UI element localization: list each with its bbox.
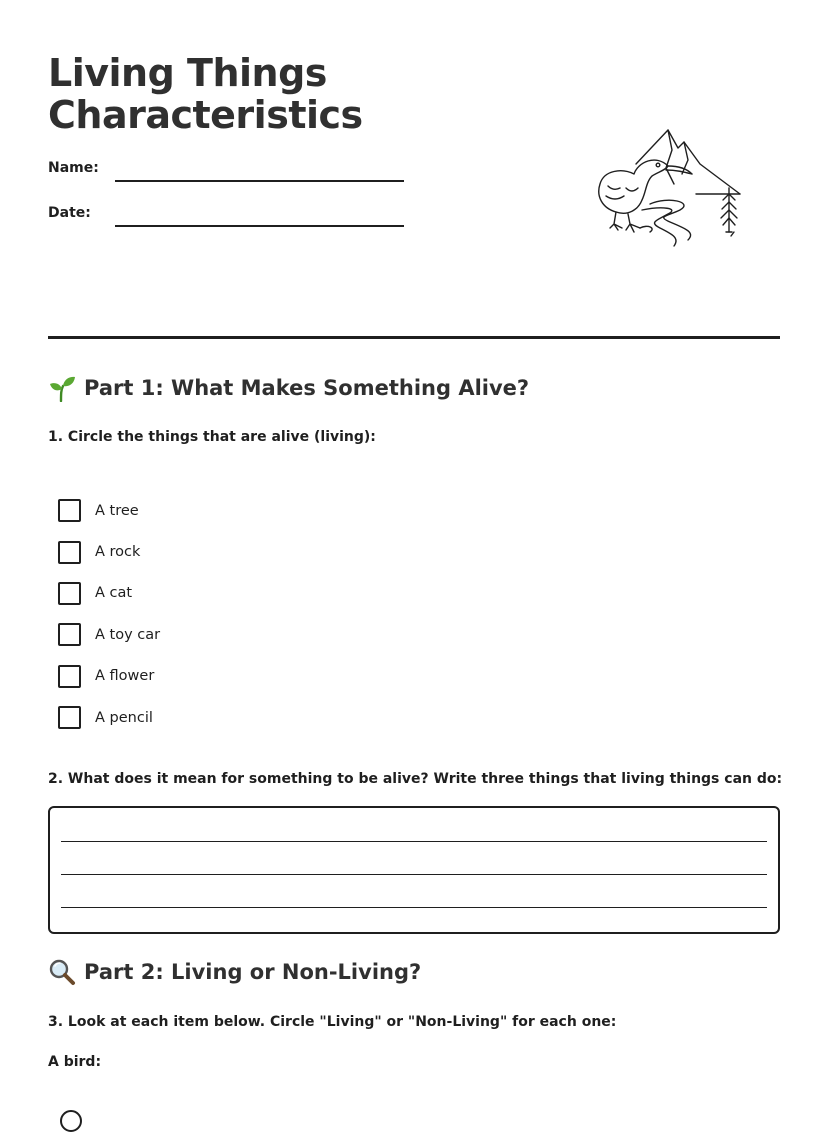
name-underline[interactable]	[115, 180, 404, 182]
option-label: A tree	[95, 502, 139, 519]
page-title	[48, 52, 363, 136]
answer-box[interactable]	[48, 806, 780, 934]
option-rock[interactable]	[58, 531, 160, 572]
option-label: A toy car	[95, 626, 161, 643]
option-label: A flower	[95, 668, 155, 685]
date-underline[interactable]	[115, 225, 404, 227]
part2-heading	[48, 958, 421, 986]
question-3: 3. Look at each item below. Circle "Living" or "Non-Living" for each one:	[48, 1014, 617, 1030]
checkbox[interactable]	[58, 665, 81, 688]
option-flower[interactable]	[58, 656, 160, 697]
date-field[interactable]	[48, 205, 408, 229]
radio-living[interactable]	[60, 1110, 82, 1132]
option-label: A cat	[95, 585, 133, 602]
checkbox[interactable]	[58, 623, 81, 646]
question-1: 1. Circle the things that are alive (living):	[48, 429, 376, 445]
checkbox[interactable]	[58, 706, 81, 729]
magnifying-glass-icon	[48, 958, 76, 986]
option-toy-car[interactable]	[58, 614, 160, 655]
checkbox[interactable]	[58, 582, 81, 605]
kiwi-bird-mountain-icon	[576, 124, 746, 252]
answer-line-1[interactable]	[61, 841, 767, 842]
name-label: Name:	[48, 160, 99, 176]
answer-line-3[interactable]	[61, 907, 767, 908]
part2-title: Part 2: Living or Non-Living?	[84, 960, 422, 984]
option-label: A rock	[95, 544, 141, 561]
item-bird-label: A bird:	[48, 1054, 102, 1070]
answer-line-2[interactable]	[61, 874, 767, 875]
part1-title: Part 1: What Makes Something Alive?	[84, 376, 530, 400]
title-line-2: Characteristics	[48, 93, 363, 137]
option-pencil[interactable]	[58, 697, 160, 738]
option-cat[interactable]	[58, 573, 160, 614]
section-divider	[48, 336, 780, 339]
checkbox[interactable]	[58, 499, 81, 522]
part1-heading	[48, 374, 529, 402]
name-field[interactable]	[48, 160, 408, 184]
title-line-1: Living Things	[48, 51, 327, 95]
option-label: A pencil	[95, 709, 153, 726]
checkbox[interactable]	[58, 541, 81, 564]
living-options-list	[58, 490, 160, 738]
seedling-icon	[48, 374, 76, 402]
option-tree[interactable]	[58, 490, 160, 531]
question-2: 2. What does it mean for something to be alive? Write three things that living things can do:	[48, 771, 783, 787]
date-label: Date:	[48, 205, 91, 221]
